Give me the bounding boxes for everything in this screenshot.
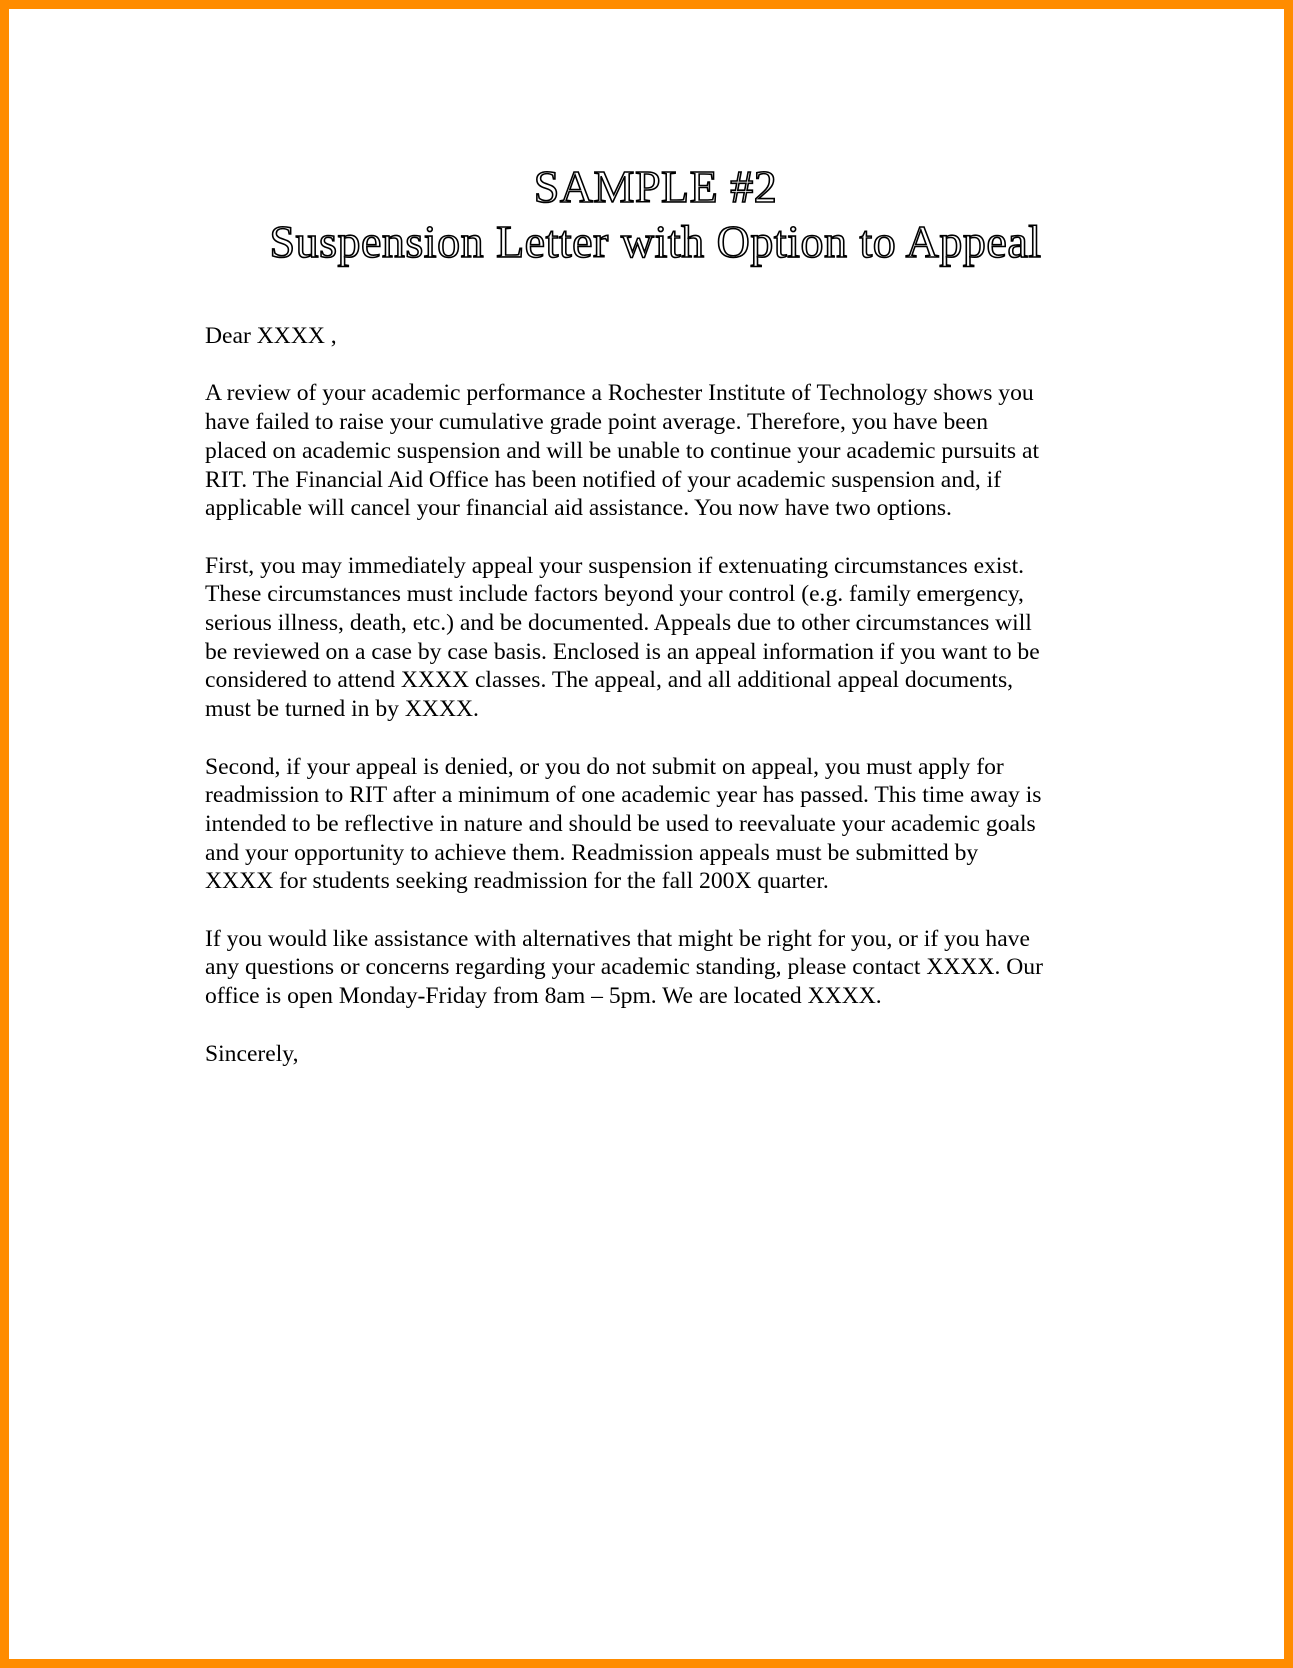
document-title: SAMPLE #2 [533, 161, 778, 212]
paragraph-first-option: First, you may immediately appeal your suspension if extenuating circumstances exist. These circumstances must include factors beyond your control (e.g. family emergency, serious illness, death, etc.) and be documented. Appeals due to other circumstances will be reviewed on a case by case basis. Enclosed is an appeal information if you want to be considered to attend XXXX classes. The appeal, and all additional appeal documents, must be turned in by XXXX. [205, 552, 1040, 723]
paragraph-contact: If you would like assistance with alternatives that might be right for you, or if you have any questions or concerns regarding your academic standing, please contact XXXX. Our office is open Monday-Friday from 8am – 5pm. We are located XXXX. [205, 925, 1043, 1010]
salutation: Dear XXXX , [205, 323, 337, 349]
document-subtitle: Suspension Letter with Option to Appeal [269, 216, 1042, 267]
letter-body [205, 322, 1135, 1097]
paragraph-second-option: Second, if your appeal is denied, or you do not submit on appeal, you must apply for readmission to RIT after a minimum of one academic year has passed. This time away is intended to be reflective in nature and should be used to reevaluate your academic goals and your opportunity to achieve them. Readmission appeals must be submitted by XXXX for students seeking readmission for the fall 200X quarter. [205, 753, 1042, 895]
paragraph-review: A review of your academic performance a Rochester Institute of Technology shows you have failed to raise your cumulative grade point average. Therefore, you have been placed on academic suspension and will be unable to continue your academic pursuits at RIT. The Financial Aid Office has been notified of your academic suspension and, if applicable will cancel your financial aid assistance. You now have two options. [205, 380, 1040, 522]
closing: Sincerely, [205, 1040, 299, 1067]
